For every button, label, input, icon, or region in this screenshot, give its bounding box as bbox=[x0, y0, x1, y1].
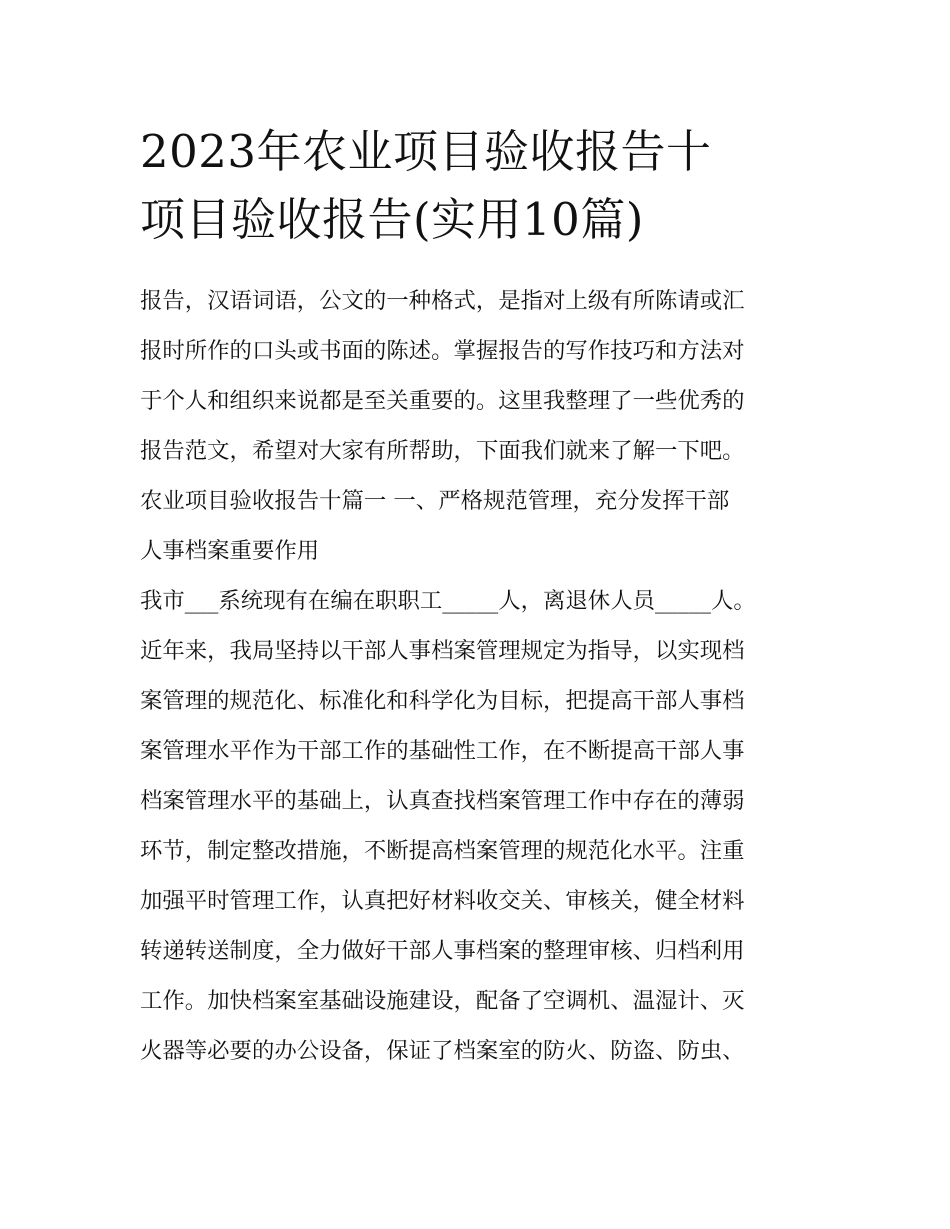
text-line: 于个人和组织来说都是至关重要的。这里我整理了一些优秀的 bbox=[140, 388, 745, 414]
text-line: 人事档案重要作用 bbox=[140, 538, 320, 564]
text-line: 近年来，我局坚持以干部人事档案管理规定为指导，以实现档 bbox=[140, 638, 745, 664]
document-page bbox=[140, 118, 812, 1076]
text-line: 案管理水平作为干部工作的基础性工作，在不断提高干部人事 bbox=[140, 738, 745, 764]
text-line: 档案管理水平的基础上，认真查找档案管理工作中存在的薄弱 bbox=[140, 788, 745, 814]
text-line: 我市___系统现有在编在职职工_____人，离退休人员_____人。 bbox=[140, 588, 756, 614]
text-line: 报告范文，希望对大家有所帮助，下面我们就来了解一下吧。 bbox=[140, 438, 745, 464]
title-line: 项目验收报告(实用10篇) bbox=[140, 193, 644, 246]
intro-paragraph bbox=[140, 276, 812, 476]
body-paragraph bbox=[140, 576, 812, 1076]
document-body bbox=[140, 276, 812, 1076]
text-line: 加强平时管理工作，认真把好材料收交关、审核关，健全材料 bbox=[140, 888, 745, 914]
section-heading bbox=[140, 476, 812, 576]
text-line: 农业项目验收报告十篇一 一、严格规范管理，充分发挥干部 bbox=[140, 488, 730, 514]
text-line: 案管理的规范化、标准化和科学化为目标，把提高干部人事档 bbox=[140, 688, 745, 714]
text-line: 报时所作的口头或书面的陈述。掌握报告的写作技巧和方法对 bbox=[140, 338, 745, 364]
text-line: 工作。加快档案室基础设施建设，配备了空调机、温湿计、灭 bbox=[140, 988, 745, 1014]
text-line: 报告，汉语词语，公文的一种格式，是指对上级有所陈请或汇 bbox=[140, 288, 745, 314]
text-line: 火器等必要的办公设备，保证了档案室的防火、防盗、防虫、 bbox=[140, 1038, 745, 1064]
text-line: 环节，制定整改措施，不断提高档案管理的规范化水平。注重 bbox=[140, 838, 745, 864]
text-line: 转递转送制度，全力做好干部人事档案的整理审核、归档利用 bbox=[140, 938, 745, 964]
document-title bbox=[140, 118, 780, 254]
title-line: 2023年农业项目验收报告十 bbox=[140, 125, 712, 178]
